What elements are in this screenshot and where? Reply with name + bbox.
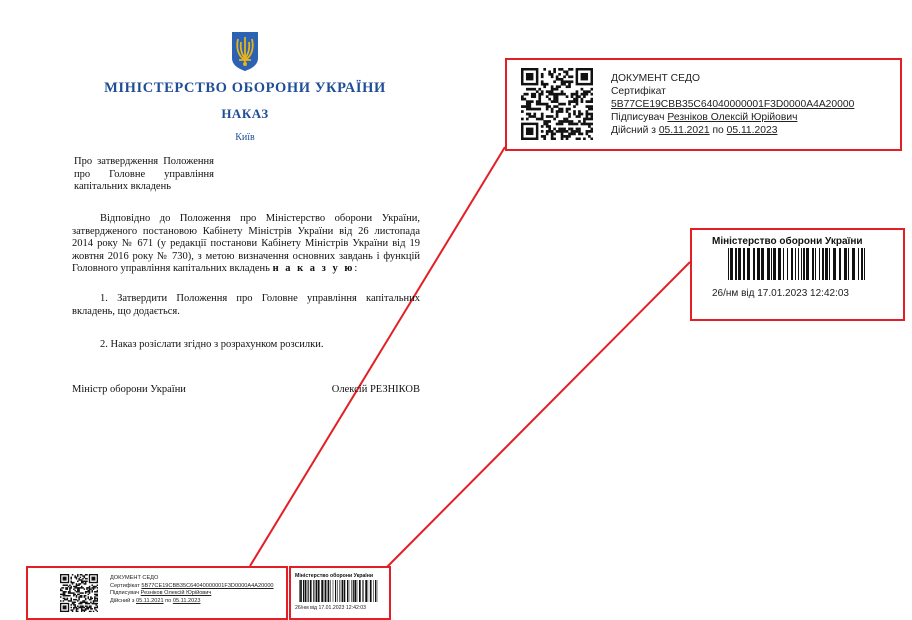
sedo-title: ДОКУМЕНТ СЕДО xyxy=(110,575,159,581)
trident-emblem-icon xyxy=(230,30,260,72)
qr-code-icon xyxy=(60,574,98,612)
city-label: Київ xyxy=(235,132,255,143)
valid-label: Дійсний з xyxy=(110,597,135,604)
sedo-title: ДОКУМЕНТ СЕДО xyxy=(611,73,700,84)
decree-word: н а к а з у ю xyxy=(272,263,355,275)
order-subject xyxy=(74,156,214,194)
barcode-caption: 26/нм від 17.01.2023 12:42:03 xyxy=(295,605,367,611)
valid-to-label: по xyxy=(165,597,172,604)
valid-from: 05.11.2021 xyxy=(135,597,164,604)
signer-value: Резніков Олексій Юрійович xyxy=(140,590,212,596)
cert-label: Сертифікат xyxy=(110,582,140,589)
barcode-title: Міністерство оборони України xyxy=(712,236,863,247)
ministry-title: МІНІСТЕРСТВО ОБОРОНИ УКРАЇНИ xyxy=(104,80,386,96)
document-type: НАКАЗ xyxy=(221,106,269,121)
signer-label: Підписувач xyxy=(110,590,140,596)
subject-line: Про затвердження Положення xyxy=(74,156,214,167)
cert-value: 5B77CE19CBB35C64040000001F3D0000A4A20000 xyxy=(141,582,274,589)
valid-label: Дійсний з xyxy=(611,125,656,136)
barcode-stamp xyxy=(289,566,391,620)
subject-line: про Головне управління xyxy=(74,168,214,180)
barcode-caption: 26/нм від 17.01.2023 12:42:03 xyxy=(712,288,849,299)
barcode-title: Міністерство оборони України xyxy=(295,573,374,579)
connector-sedo xyxy=(250,147,505,566)
barcode-stamp-zoomed xyxy=(690,228,905,321)
order-item-1: 1. Затвердити Положення про Головне управління капітальних вкладень, що додається. xyxy=(72,293,420,317)
valid-to: 05.11.2023 xyxy=(172,597,201,604)
order-item-2: 2. Наказ розіслати згідно з розрахунком розсилки. xyxy=(100,339,324,350)
cert-label: Сертифікат xyxy=(611,86,666,97)
signer-position: Міністр оборони України xyxy=(72,384,186,395)
qr-code-icon xyxy=(521,68,593,140)
signer-label: Підписувач xyxy=(611,112,665,123)
cert-value: 5B77CE19CBB35C64040000001F3D0000A4A20000 xyxy=(611,99,855,110)
preamble-paragraph xyxy=(72,213,420,276)
preamble-text: Відповідно до Положення про Міністерство оборони України, затвердженого постановою Кабінету Міністрів України від 26 листопада 2014 року № 671 (у редакції постанови Кабінету Міністрів України від 19 жовтня 2016 року № 730), з метою визначення основних завдань і функцій Головного управління капітальних вкладень xyxy=(72,213,420,275)
barcode-icon xyxy=(299,580,379,602)
signer-name: Олексій РЕЗНІКОВ xyxy=(331,384,420,395)
preamble-colon: : xyxy=(354,263,358,275)
valid-to-label: по xyxy=(712,125,724,136)
valid-from: 05.11.2021 xyxy=(658,125,710,136)
connector-barcode xyxy=(387,262,690,567)
barcode-icon xyxy=(728,248,868,280)
valid-to: 05.11.2023 xyxy=(726,125,778,136)
subject-line: капітальних вкладень xyxy=(74,181,171,192)
sedo-stamp xyxy=(26,566,288,620)
signer-value: Резніков Олексій Юрійович xyxy=(667,112,798,123)
sedo-stamp-zoomed xyxy=(505,58,902,151)
